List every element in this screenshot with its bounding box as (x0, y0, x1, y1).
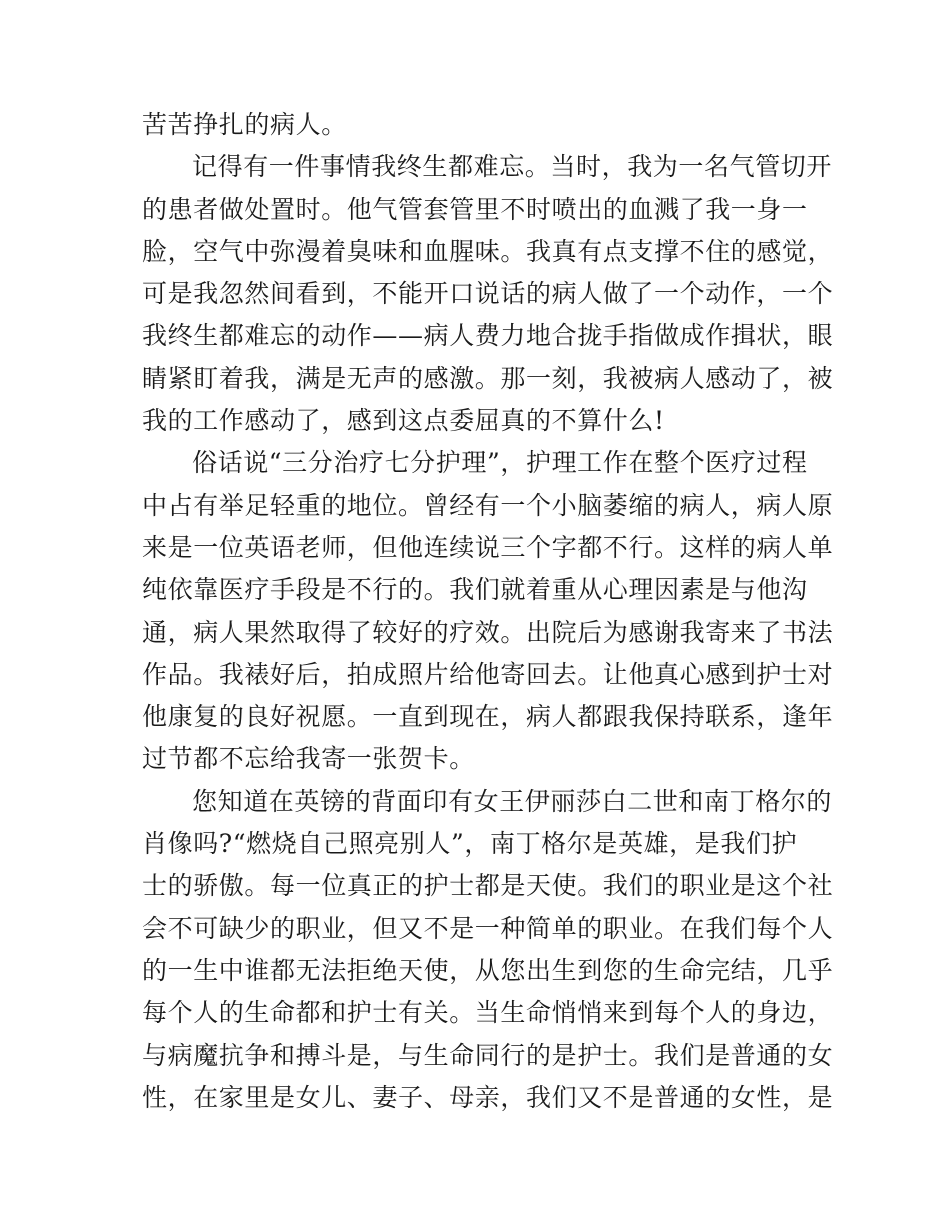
text-line: 我终生都难忘的动作——病人费力地合拢手指做成作揖状，眼 (142, 321, 834, 351)
text-line: 性，在家里是女儿、妻子、母亲，我们又不是普通的女性，是 (142, 1082, 834, 1112)
text-line: 肖像吗?“燃烧自己照亮别人”，南丁格尔是英雄，是我们护 (142, 829, 798, 859)
text-line: 与病魔抗争和搏斗是，与生命同行的是护士。我们是普通的女 (142, 1040, 834, 1070)
text-line: 作品。我裱好后，拍成照片给他寄回去。让他真心感到护士对 (142, 659, 834, 689)
paragraph-first-line: 俗话说“三分治疗七分护理”，护理工作在整个医疗过程 (192, 448, 808, 478)
text-line: 他康复的良好祝愿。一直到现在，病人都跟我保持联系，逢年 (142, 702, 834, 732)
text-line: 的一生中谁都无法拒绝天使，从您出生到您的生命完结，几乎 (142, 955, 834, 985)
text-line: 可是我忽然间看到，不能开口说话的病人做了一个动作，一个 (142, 279, 834, 309)
paragraph-first-line: 记得有一件事情我终生都难忘。当时，我为一名气管切开 (192, 152, 833, 182)
text-line: 的患者做处置时。他气管套管里不时喷出的血溅了我一身一 (142, 194, 808, 224)
text-line: 苦苦挣扎的病人。 (142, 110, 347, 139)
text-line: 中占有举足轻重的地位。曾经有一个小脑萎缩的病人，病人原 (142, 490, 834, 520)
text-line: 我的工作感动了，感到这点委屈真的不算什么! (142, 406, 665, 436)
text-line: 士的骄傲。每一位真正的护士都是天使。我们的职业是这个社 (142, 871, 834, 901)
text-line: 每个人的生命都和护士有关。当生命悄悄来到每个人的身边， (142, 998, 834, 1028)
text-line: 来是一位英语老师，但他连续说三个字都不行。这样的病人单 (142, 532, 834, 562)
text-line: 脸，空气中弥漫着臭味和血腥味。我真有点支撑不住的感觉， (142, 236, 834, 266)
text-line: 纯依靠医疗手段是不行的。我们就着重从心理因素是与他沟 (142, 575, 808, 605)
text-line: 睛紧盯着我，满是无声的感激。那一刻，我被病人感动了，被 (142, 363, 834, 393)
text-line: 会不可缺少的职业，但又不是一种简单的职业。在我们每个人 (142, 913, 834, 943)
text-line: 过节都不忘给我寄一张贺卡。 (142, 744, 475, 774)
body-text (142, 104, 834, 1119)
text-line: 通，病人果然取得了较好的疗效。出院后为感谢我寄来了书法 (142, 617, 834, 647)
paragraph-first-line: 您知道在英镑的背面印有女王伊丽莎白二世和南丁格尔的 (192, 786, 833, 816)
